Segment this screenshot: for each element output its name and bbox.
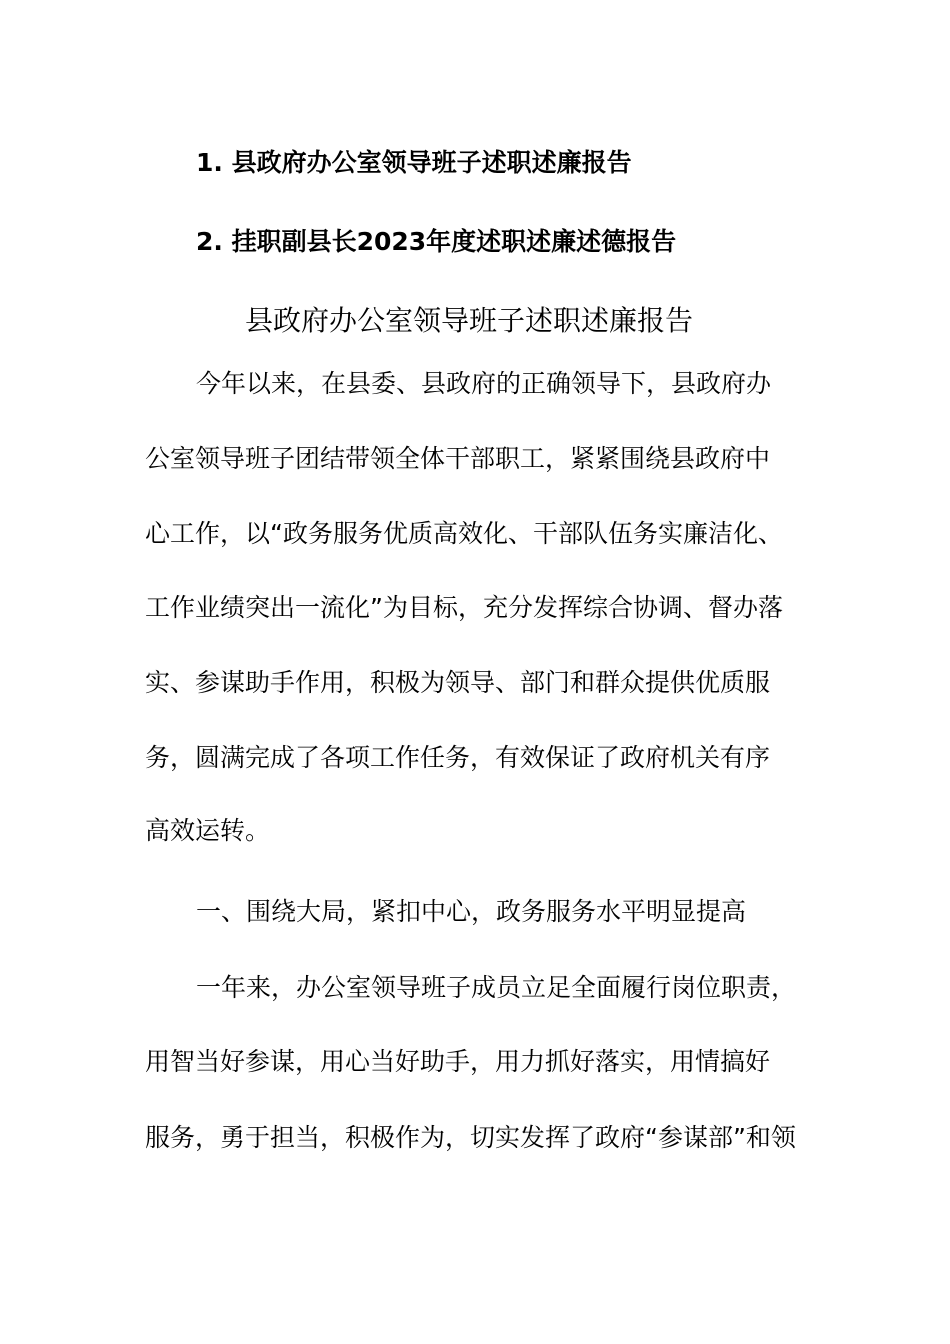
paragraph-2-line-3: 服务，勇于担当，积极作为，切实发挥了政府“参谋部”和领 xyxy=(145,1123,796,1152)
paragraph-1-line-2: 公室领导班子团结带领全体干部职工，紧紧围绕县政府中 xyxy=(145,444,771,473)
paragraph-1-line-7: 高效运转。 xyxy=(145,816,271,845)
section-1-heading: 一、围绕大局，紧扣中心，政务服务水平明显提高 xyxy=(196,897,747,926)
paragraph-1-line-1: 今年以来，在县委、县政府的正确领导下，县政府办 xyxy=(196,369,772,398)
paragraph-1-line-6: 务，圆满完成了各项工作任务，有效保证了政府机关有序 xyxy=(145,743,771,772)
document-title: 县政府办公室领导班子述职述廉报告 xyxy=(245,304,694,337)
paragraph-1-line-5: 实、参谋助手作用，积极为领导、部门和群众提供优质服 xyxy=(145,668,771,697)
paragraph-1-line-3: 心工作，以“政务服务优质高效化、干部队伍务实廉洁化、 xyxy=(145,519,783,548)
paragraph-2-line-1: 一年来，办公室领导班子成员立足全面履行岗位职责， xyxy=(196,973,797,1002)
toc-item-2[interactable]: 2. 挂职副县长2023年度述职述廉述德报告 xyxy=(196,227,677,256)
paragraph-1-line-4: 工作业绩突出一流化”为目标，充分发挥综合协调、督办落 xyxy=(145,593,783,622)
toc-item-1[interactable]: 1. 县政府办公室领导班子述职述廉报告 xyxy=(196,148,632,177)
paragraph-2-line-2: 用智当好参谋，用心当好助手，用力抓好落实，用情搞好 xyxy=(145,1047,771,1076)
